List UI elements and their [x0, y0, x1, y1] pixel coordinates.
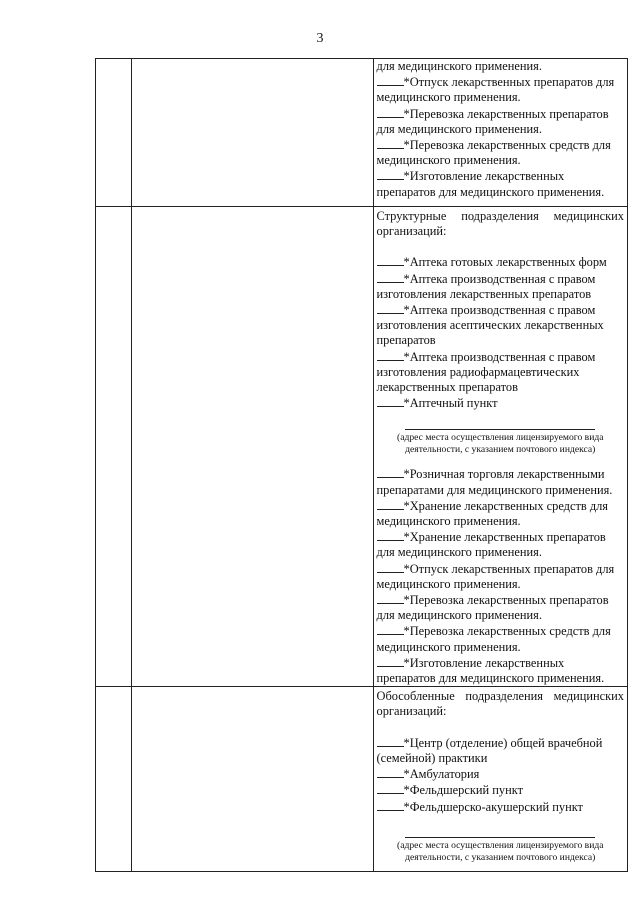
text-line: медицинского применения. — [376, 639, 521, 654]
table-row — [96, 59, 628, 207]
text-line: препаратов для медицинского применения. — [376, 671, 605, 686]
list-item: *Перевозка лекарственных средств для — [377, 623, 624, 639]
checkbox-blank[interactable] — [377, 623, 404, 635]
list-item: *Перевозка лекарственных средств для — [377, 137, 624, 153]
activity-list-cell — [373, 207, 627, 687]
checkbox-blank[interactable] — [377, 529, 404, 541]
checkbox-blank[interactable] — [377, 302, 404, 314]
checkbox-blank[interactable] — [377, 168, 404, 180]
checkbox-blank[interactable] — [377, 271, 404, 283]
list-item: *Изготовление лекарственных — [377, 655, 624, 671]
checkbox-blank[interactable] — [377, 254, 404, 266]
checkbox-blank[interactable] — [377, 799, 404, 811]
section-heading: Обособленные подразделения медицинских — [376, 689, 624, 704]
license-activity-table — [95, 58, 628, 872]
list-item: *Хранение лекарственных средств для — [377, 498, 624, 514]
text-line: препаратов для медицинского применения. — [376, 184, 605, 199]
address-caption: (адрес места осуществления лицензируемого вида — [397, 432, 604, 444]
list-item: *Отпуск лекарственных препаратов для — [377, 74, 624, 90]
table-row — [96, 687, 628, 872]
row-description-cell — [132, 207, 373, 687]
list-item: *Отпуск лекарственных препаратов для — [377, 561, 624, 577]
row-number-cell — [96, 59, 132, 207]
address-field[interactable] — [377, 429, 624, 456]
checkbox-blank[interactable] — [377, 349, 404, 361]
text-line: медицинского применения. — [376, 514, 521, 529]
text-line: (семейной) практики — [376, 750, 488, 765]
list-item: *Аптека готовых лекарственных форм — [377, 254, 624, 270]
address-caption: (адрес места осуществления лицензируемого вида — [397, 839, 604, 851]
section-heading-cont: организаций: — [376, 224, 447, 239]
checkbox-blank[interactable] — [377, 395, 404, 407]
text-line: лекарственных препаратов — [376, 380, 518, 395]
address-field[interactable] — [377, 837, 624, 864]
list-item: *Аптека производственная с правом — [377, 349, 624, 365]
row-description-cell — [132, 59, 373, 207]
list-item: *Аптечный пункт — [377, 395, 624, 411]
text-line: изготовления лекарственных препаратов — [376, 286, 592, 301]
list-item: *Аптека производственная с правом — [377, 271, 624, 287]
text-line: для медицинского применения. — [376, 59, 542, 73]
checkbox-blank[interactable] — [377, 561, 404, 573]
checkbox-blank[interactable] — [377, 766, 404, 778]
row-number-cell — [96, 687, 132, 872]
address-line — [405, 429, 595, 430]
list-item: *Амбулатория — [377, 766, 624, 782]
checkbox-blank[interactable] — [377, 655, 404, 667]
checkbox-blank[interactable] — [377, 74, 404, 86]
section-heading-cont: организаций: — [376, 704, 447, 719]
list-item: *Фельдшерский пункт — [377, 782, 624, 798]
checkbox-blank[interactable] — [377, 466, 404, 478]
checkbox-blank[interactable] — [377, 498, 404, 510]
text-line: препаратов — [376, 333, 436, 348]
text-line: медицинского применения. — [376, 153, 521, 168]
checkbox-blank[interactable] — [377, 137, 404, 149]
address-line — [405, 837, 595, 838]
address-caption: деятельности, с указанием почтового индекса) — [405, 444, 596, 456]
section-heading: Структурные подразделения медицинских — [376, 209, 624, 223]
text-line: для медицинского применения. — [376, 121, 542, 136]
checkbox-blank[interactable] — [377, 592, 404, 604]
list-item: *Фельдшерско-акушерский пункт — [377, 799, 624, 815]
list-item: *Аптека производственная с правом — [377, 302, 624, 318]
list-item: *Хранение лекарственных препаратов — [377, 529, 624, 545]
checkbox-blank[interactable] — [377, 106, 404, 118]
checkbox-blank[interactable] — [377, 735, 404, 747]
list-item: *Изготовление лекарственных — [377, 168, 624, 184]
text-line: для медицинского применения. — [376, 545, 542, 560]
activity-list-cell — [373, 687, 627, 872]
table-row — [96, 207, 628, 687]
row-number-cell — [96, 207, 132, 687]
text-line: для медицинского применения. — [376, 608, 542, 623]
list-item: *Перевозка лекарственных препаратов — [377, 106, 624, 122]
address-caption: деятельности, с указанием почтового индекса) — [405, 851, 596, 863]
list-item: *Розничная торговля лекарственными — [377, 466, 624, 482]
checkbox-blank[interactable] — [377, 782, 404, 794]
list-item: *Центр (отделение) общей врачебной — [377, 735, 624, 751]
text-line: изготовления радиофармацевтических — [376, 364, 580, 379]
text-line: медицинского применения. — [376, 576, 521, 591]
list-item: *Перевозка лекарственных препаратов — [377, 592, 624, 608]
row-description-cell — [132, 687, 373, 872]
page-number: 3 — [316, 31, 324, 46]
text-line: изготовления асептических лекарственных — [376, 318, 604, 333]
text-line: препаратами для медицинского применения. — [376, 482, 613, 497]
text-line: медицинского применения. — [376, 90, 521, 105]
activity-list-cell — [373, 59, 627, 207]
